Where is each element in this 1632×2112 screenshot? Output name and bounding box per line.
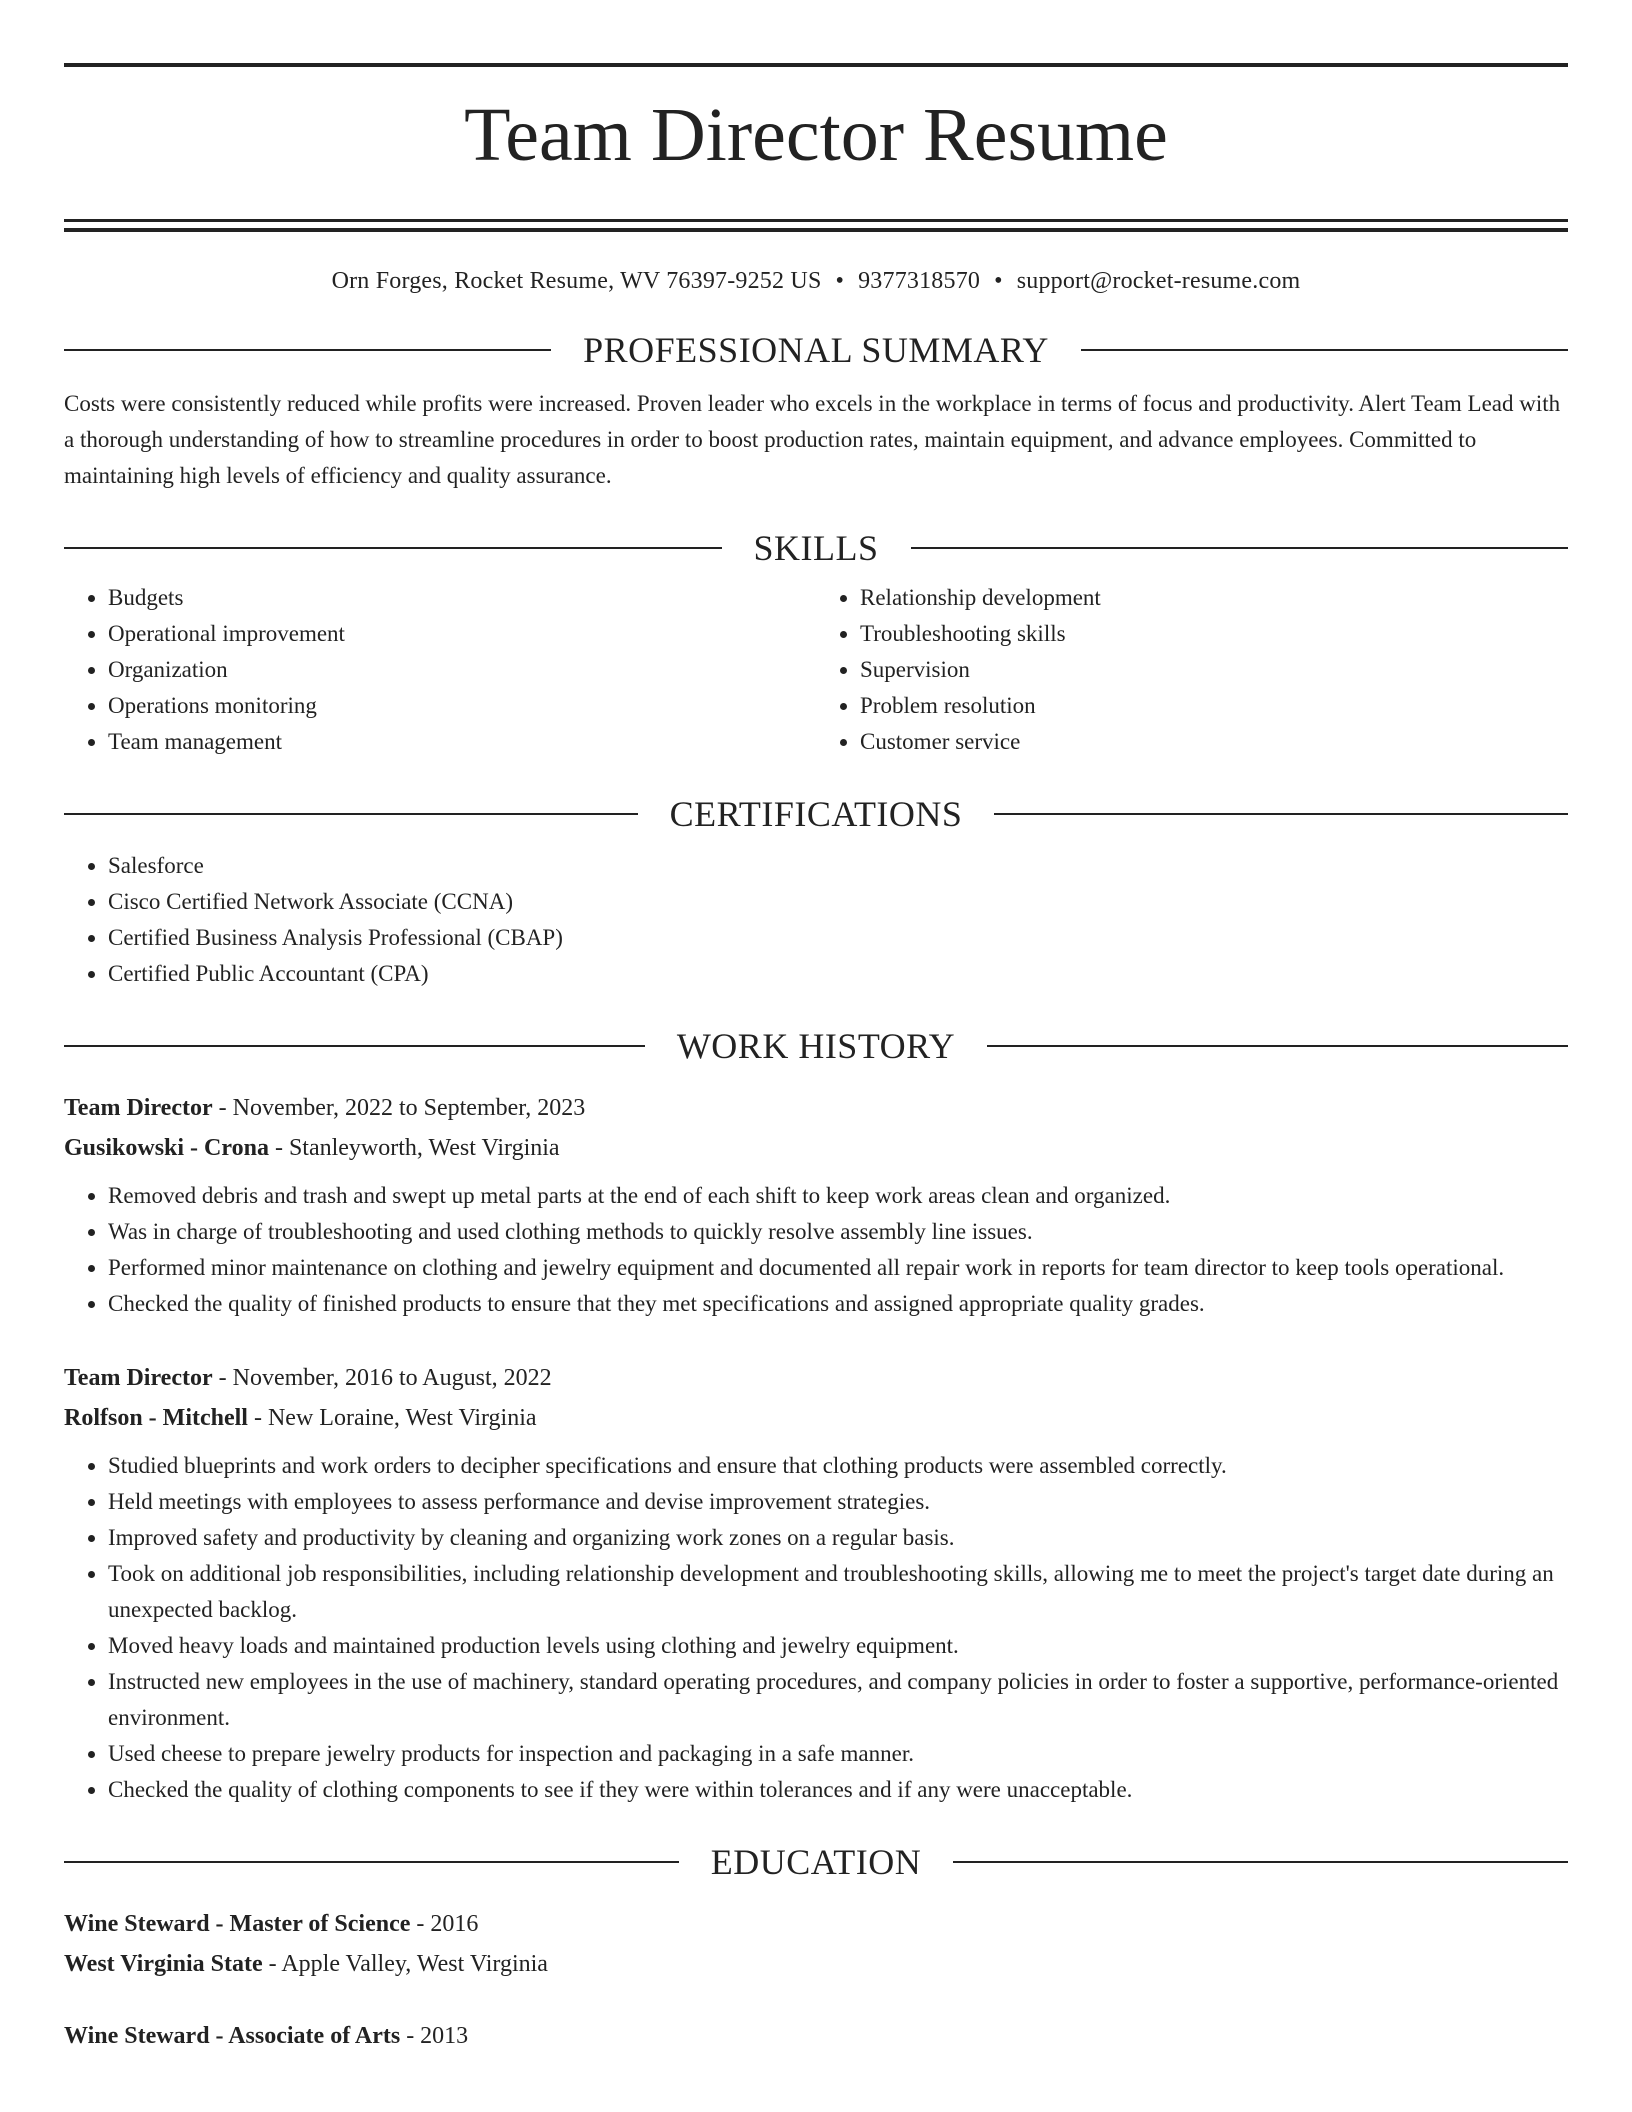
job-company-line	[64, 1128, 1568, 1168]
job-bullet: • Checked the quality of finished products to ensure that they met specifications and assigned appropriate quality grades.	[108, 1286, 1568, 1322]
section-header-education	[64, 1842, 1568, 1882]
job-dates: - November, 2022 to September, 2023	[212, 1095, 586, 1121]
job-bullet: • Checked the quality of clothing components to see if they were within tolerances and if any were unacceptable.	[108, 1772, 1568, 1808]
skills-columns	[64, 580, 1568, 760]
contact-address: Orn Forges, Rocket Resume, WV 76397-9252 US	[331, 268, 822, 294]
section-rule-left	[64, 1861, 679, 1863]
job-title-line	[64, 1358, 1568, 1398]
section-title-education: EDUCATION	[710, 1842, 922, 1882]
certification-item: • Cisco Certified Network Associate (CCNA)	[108, 884, 1568, 920]
job-bullet: • Improved safety and productivity by cleaning and organizing work zones on a regular basis.	[108, 1520, 1568, 1556]
job-title: Team Director	[64, 1095, 213, 1121]
job-dates: - November, 2016 to August, 2022	[212, 1365, 552, 1391]
title-double-rule	[64, 219, 1568, 232]
job-bullet: • Took on additional job responsibilities, including relationship development and troubleshooting skills, allowing me to meet the project's target date during an unexpected backlog.	[108, 1556, 1568, 1628]
job-bullet: • Used cheese to prepare jewelry products for inspection and packaging in a safe manner.	[108, 1736, 1568, 1772]
section-rule-left	[64, 1045, 645, 1047]
certification-item: • Certified Public Accountant (CPA)	[108, 956, 1568, 992]
skills-column-left	[64, 580, 816, 760]
education-degree: Wine Steward - Master of Science	[64, 1911, 411, 1937]
contact-line	[64, 266, 1568, 296]
section-rule-right	[953, 1861, 1568, 1863]
education-degree-line	[64, 2016, 1568, 2056]
skill-item: • Relationship development	[860, 580, 1568, 616]
job-company: Rolfson - Mitchell	[64, 1405, 248, 1431]
skill-item: • Budgets	[108, 580, 816, 616]
section-rule-right	[987, 1045, 1568, 1047]
job-entry	[64, 1358, 1568, 1808]
education-entry	[64, 2016, 1568, 2056]
skill-item: • Customer service	[860, 724, 1568, 760]
job-title-line	[64, 1088, 1568, 1128]
section-rule-right	[911, 547, 1569, 549]
section-rule-left	[64, 547, 722, 549]
section-header-skills	[64, 528, 1568, 568]
education-degree: Wine Steward - Associate of Arts	[64, 2023, 401, 2049]
education-location: - Apple Valley, West Virginia	[262, 1951, 548, 1977]
job-bullets	[64, 1448, 1568, 1808]
education-entry	[64, 1904, 1568, 1984]
job-bullet: • Moved heavy loads and maintained production levels using clothing and jewelry equipment.	[108, 1628, 1568, 1664]
job-location: - New Loraine, West Virginia	[247, 1405, 537, 1431]
education-school-line	[64, 1944, 1568, 1984]
section-rule-right	[1081, 349, 1568, 351]
contact-phone: 9377318570	[858, 268, 981, 294]
section-header-certifications	[64, 794, 1568, 834]
section-rule-left	[64, 349, 551, 351]
skill-item: • Supervision	[860, 652, 1568, 688]
education-school: West Virginia State	[64, 1951, 263, 1977]
section-header-work-history	[64, 1026, 1568, 1066]
section-title-summary: PROFESSIONAL SUMMARY	[583, 330, 1049, 370]
job-entry	[64, 1088, 1568, 1322]
summary-text: Costs were consistently reduced while profits were increased. Proven leader who excels in the workplace in terms of focus and productivity. Alert Team Lead with a thorough understanding of how to streamline procedures in order to boost production rates, maintain equipment, and advance employees. Committed to maintaining high levels of efficiency and quality assurance.	[64, 391, 1561, 488]
job-title: Team Director	[64, 1365, 213, 1391]
resume-content	[64, 0, 1568, 2056]
contact-separator: •	[835, 268, 845, 294]
education-degree-line	[64, 1904, 1568, 1944]
section-header-summary	[64, 330, 1568, 370]
job-company: Gusikowski - Crona	[64, 1135, 269, 1161]
job-bullets	[64, 1178, 1568, 1322]
job-bullet: • Instructed new employees in the use of machinery, standard operating procedures, and company policies in order to foster a supportive, performance-oriented environment.	[108, 1664, 1568, 1736]
section-rule-left	[64, 813, 638, 815]
job-company-line	[64, 1398, 1568, 1438]
skill-item: • Operations monitoring	[108, 688, 816, 724]
education-year: - 2016	[410, 1911, 479, 1937]
skill-item: • Troubleshooting skills	[860, 616, 1568, 652]
section-title-work-history: WORK HISTORY	[676, 1026, 956, 1066]
skill-item: • Organization	[108, 652, 816, 688]
contact-email: support@rocket-resume.com	[1016, 268, 1301, 294]
contact-separator: •	[994, 268, 1003, 294]
skill-item: • Team management	[108, 724, 816, 760]
education-year: - 2013	[400, 2023, 469, 2049]
skill-item: • Problem resolution	[860, 688, 1568, 724]
job-bullet: • Held meetings with employees to assess performance and devise improvement strategies.	[108, 1484, 1568, 1520]
job-bullet: • Performed minor maintenance on clothing and jewelry equipment and documented all repair work in reports for team director to keep tools operational.	[108, 1250, 1568, 1286]
skills-column-right	[816, 580, 1568, 760]
job-bullet: • Was in charge of troubleshooting and used clothing methods to quickly resolve assembly line issues.	[108, 1214, 1568, 1250]
section-rule-right	[994, 813, 1568, 815]
job-location: - Stanleyworth, West Virginia	[268, 1135, 560, 1161]
section-title-certifications: CERTIFICATIONS	[669, 794, 963, 834]
page-title: Team Director Resume	[464, 93, 1168, 177]
job-bullet: • Studied blueprints and work orders to decipher specifications and ensure that clothing products were assembled correctly.	[108, 1448, 1568, 1484]
skill-item: • Operational improvement	[108, 616, 816, 652]
job-bullet: • Removed debris and trash and swept up metal parts at the end of each shift to keep work areas clean and organized.	[108, 1178, 1568, 1214]
certification-item: • Certified Business Analysis Professional (CBAP)	[108, 920, 1568, 956]
certification-item: • Salesforce	[108, 848, 1568, 884]
section-title-skills: SKILLS	[753, 528, 879, 568]
certifications-list	[64, 848, 1568, 992]
